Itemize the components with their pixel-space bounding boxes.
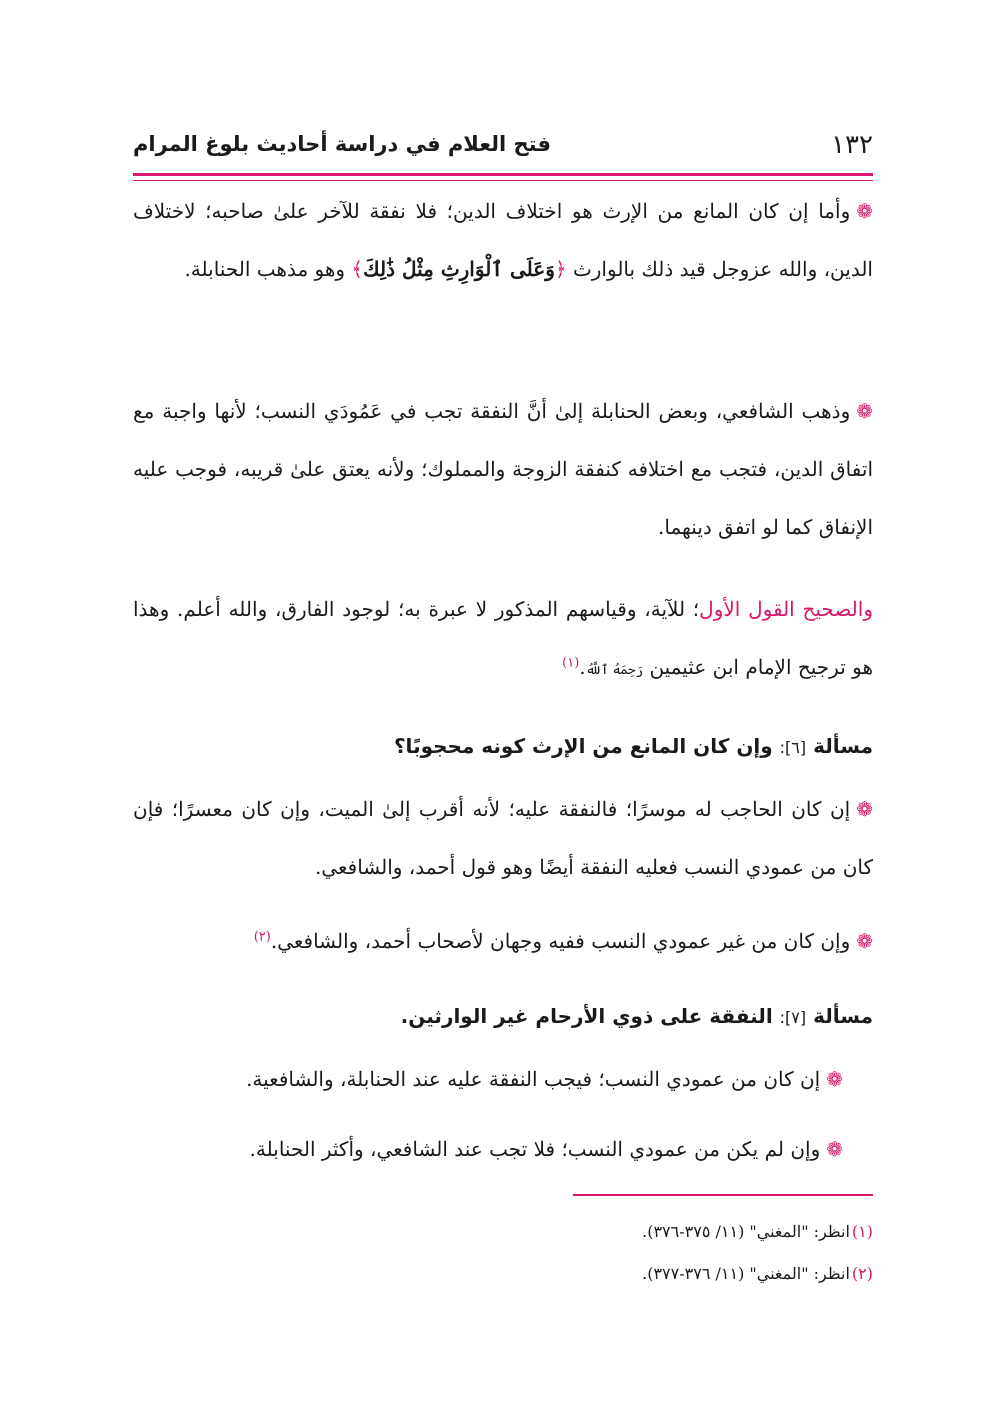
paragraph-2-text: وذهب الشافعي، وبعض الحنابلة إلىٰ أنَّ النفقة تجب في عَمُودَي النسب؛ لأنها واجبة مع اتفاق الدين، فتجب مع اختلافه كنفقة الزوجة والمملوك؛ ولأنه يعتق علىٰ قريبه، فوجب عليه الإنفاق كما لو اتفق دينهما. xyxy=(133,399,873,539)
quran-open-bracket: ﴿ xyxy=(554,257,567,281)
paragraph-4 xyxy=(133,780,873,896)
rose-bullet-icon: ❁ xyxy=(826,1067,843,1091)
honorific: رَحِمَهُ ٱللَّهُ xyxy=(585,663,644,678)
rose-bullet-icon: ❁ xyxy=(856,797,873,821)
header-rule-thick xyxy=(133,173,873,176)
book-title: فتح العلام في دراسة أحاديث بلوغ المرام xyxy=(133,132,551,156)
rose-bullet-icon: ❁ xyxy=(856,929,873,953)
paragraph-3-text: ؛ للآية، وقياسهم المذكور لا عبرة به؛ لوجود الفارق، والله أعلم. وهذا هو ترجيح الإمام ابن عثيمين xyxy=(133,597,873,679)
paragraph-1-tail: وهو مذهب الحنابلة. xyxy=(184,257,346,281)
paragraph-5 xyxy=(133,912,873,970)
rose-bullet-icon: ❁ xyxy=(856,199,873,223)
footnote-ref-2: (٢) xyxy=(253,929,271,945)
paragraph-1-text: وأما إن كان المانع من الإرث هو اختلاف الدين؛ فلا نفقة للآخر علىٰ صاحبه؛ لاختلاف الدين، والله عزوجل قيد ذلك بالوارث xyxy=(133,199,873,281)
page xyxy=(133,120,873,1320)
issue-title: وإن كان المانع من الإرث كونه محجوبًا؟ xyxy=(393,734,773,758)
issue-label: مسألة xyxy=(813,1004,873,1028)
paragraph-6 xyxy=(133,1050,843,1108)
footnote-1-number: (١) xyxy=(851,1222,873,1241)
footnote-2-number: (٢) xyxy=(851,1264,873,1283)
issue-number: [٧]: xyxy=(779,1008,807,1027)
paragraph-2 xyxy=(133,382,873,556)
footnote-1-text: انظر: "المغني" (١١/ ٣٧٥-٣٧٦). xyxy=(642,1222,850,1241)
page-number: ١٣٢ xyxy=(831,130,873,160)
footnote-separator xyxy=(573,1194,873,1196)
paragraph-1 xyxy=(133,182,873,298)
page-header xyxy=(133,120,873,170)
issue-6-heading xyxy=(133,726,873,768)
issue-number: [٦]: xyxy=(779,738,807,757)
footnote-2 xyxy=(133,1260,873,1288)
paragraph-7-text: وإن لم يكن من عمودي النسب؛ فلا تجب عند الشافعي، وأكثر الحنابلة. xyxy=(249,1137,821,1161)
preferred-opinion-highlight: والصحيح القول الأول xyxy=(699,597,873,621)
quran-verse: وَعَلَى ٱلْوَارِثِ مِثْلُ ذَٰلِكَ xyxy=(363,257,555,281)
footnote-ref-1: (١) xyxy=(562,655,580,671)
issue-7-heading xyxy=(133,996,873,1038)
paragraph-5-text: وإن كان من غير عمودي النسب ففيه وجهان لأصحاب أحمد، والشافعي. xyxy=(270,929,851,953)
footnote-2-text: انظر: "المغني" (١١/ ٣٧٦-٣٧٧). xyxy=(642,1264,850,1283)
rose-bullet-icon: ❁ xyxy=(856,399,873,423)
paragraph-7 xyxy=(133,1120,843,1178)
footnote-1 xyxy=(133,1218,873,1246)
paragraph-3 xyxy=(133,580,873,700)
quran-close-bracket: ﴾ xyxy=(351,257,364,281)
header-rule-thin xyxy=(133,180,873,181)
issue-label: مسألة xyxy=(813,734,873,758)
issue-title: النفقة على ذوي الأرحام غير الوارثين. xyxy=(400,1004,773,1028)
rose-bullet-icon: ❁ xyxy=(826,1137,843,1161)
period: . xyxy=(579,655,586,679)
paragraph-4-text: إن كان الحاجب له موسرًا؛ فالنفقة عليه؛ لأنه أقرب إلىٰ الميت، وإن كان معسرًا؛ فإن كان من عمودي النسب فعليه النفقة أيضًا وهو قول أحمد، والشافعي. xyxy=(133,797,873,879)
paragraph-6-text: إن كان من عمودي النسب؛ فيجب النفقة عليه عند الحنابلة، والشافعية. xyxy=(246,1067,821,1091)
